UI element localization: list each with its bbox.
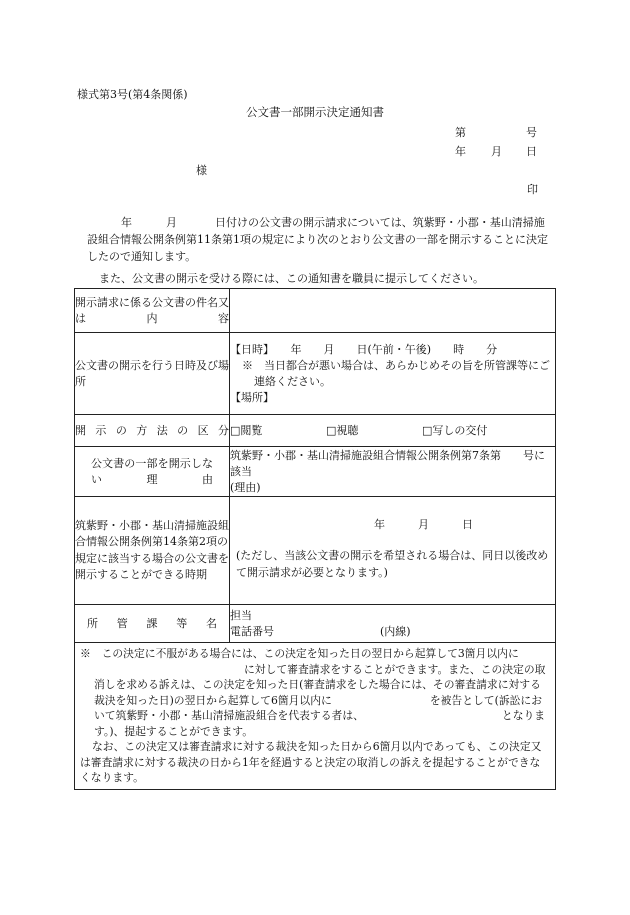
- recipient-honorific: 様: [196, 164, 207, 177]
- partial-reason-label: 公文書の一部を開示しない理由: [75, 447, 230, 497]
- intro-year: 年: [121, 216, 132, 229]
- department-label: 所管課等名: [75, 605, 230, 643]
- note-paragraph-2: なお、この決定又は審査請求に対する裁決を知った日から6箇月以内であっても、この決定又は審査請求に対する裁決の日から1年を経過すると決定の取消しの訴えを提起することができなくなります。: [80, 740, 542, 784]
- note-part1: この決定に不服がある場合には、この決定を知った日の翌日から起算して3箇月以内に: [101, 647, 519, 660]
- note-mark: ※: [80, 647, 91, 660]
- schedule-note: ※ 当日都合が悪い場合は、あらかじめその旨を所管課等にご連絡ください。: [242, 358, 550, 388]
- date-day: 日: [526, 145, 537, 158]
- appeal-notice: [75, 643, 556, 790]
- notice-paragraph: また、公文書の開示を受ける際には、この通知書を職員に提示してください。: [99, 272, 484, 285]
- department-value: [230, 605, 556, 643]
- period-value: [230, 497, 556, 605]
- note-part4: となります。)、提起することができます。: [94, 709, 546, 738]
- period-label: 筑紫野・小郡・基山清掃施設組合情報公開条例第14条第2項の規定に該当する場合の公文書を開示することができる時期: [75, 497, 230, 605]
- method-option-viewing[interactable]: □閲覧: [230, 423, 263, 437]
- intro-text: 日付けの公文書の開示請求については、筑紫野・小郡・基山清掃施設組合情報公開条例第11条第1項の規定により次のとおり公文書の一部を開示することに決定したので通知します。: [87, 216, 548, 263]
- method-label: 開示の方法の区分: [75, 415, 230, 447]
- schedule-place: 【場所】: [230, 390, 274, 404]
- number-label: 第: [455, 126, 466, 139]
- staff-label: 担当: [230, 608, 252, 622]
- form-number: 様式第3号(第4条関係): [77, 88, 188, 101]
- partial-reason-value: [230, 447, 556, 497]
- decision-form-table: [74, 288, 556, 790]
- method-option-copy[interactable]: □写しの交付: [422, 423, 488, 437]
- request-subject-value: [230, 289, 556, 333]
- note-part2: に対して審査請求をすることができます。また、この決定の取消しを求める訴えは、この決定を知った日(審査請求をした場合には、その審査請求に対する裁決を知った日)の翌日から起算して6箇月以内に: [94, 662, 546, 707]
- period-note: (ただし、当該公文書の開示を希望される場合は、同日以後改めて開示請求が必要となります。): [236, 549, 549, 579]
- method-option-audiovisual[interactable]: □視聴: [326, 423, 359, 437]
- partial-reason-clause: 筑紫野・小郡・基山清掃施設組合情報公開条例第7条第 号に該当: [230, 448, 545, 478]
- schedule-value: [230, 333, 556, 415]
- phone-label: 電話番号: [230, 624, 274, 638]
- extension-label: (内線): [380, 624, 411, 638]
- request-subject-label: 開示請求に係る公文書の件名又は内容: [75, 289, 230, 333]
- date-month: 月: [491, 145, 502, 158]
- schedule-label: 公文書の開示を行う日時及び場所: [75, 333, 230, 415]
- seal-mark: 印: [527, 183, 538, 196]
- method-options: [230, 415, 556, 447]
- period-date: 年 月 日: [374, 518, 473, 531]
- partial-reason-reason: (理由): [230, 480, 261, 494]
- note-part3: を被告として(訴訟において筑紫野・小郡・基山清掃施設組合を代表する者は、: [94, 693, 543, 722]
- number-suffix: 号: [526, 126, 537, 139]
- intro-paragraph: [87, 214, 553, 265]
- document-title: 公文書一部開示決定通知書: [246, 105, 384, 119]
- schedule-datetime: 【日時】 年 月 日(午前・午後) 時 分: [230, 342, 498, 356]
- date-year: 年: [455, 145, 466, 158]
- intro-month: 月: [166, 216, 177, 229]
